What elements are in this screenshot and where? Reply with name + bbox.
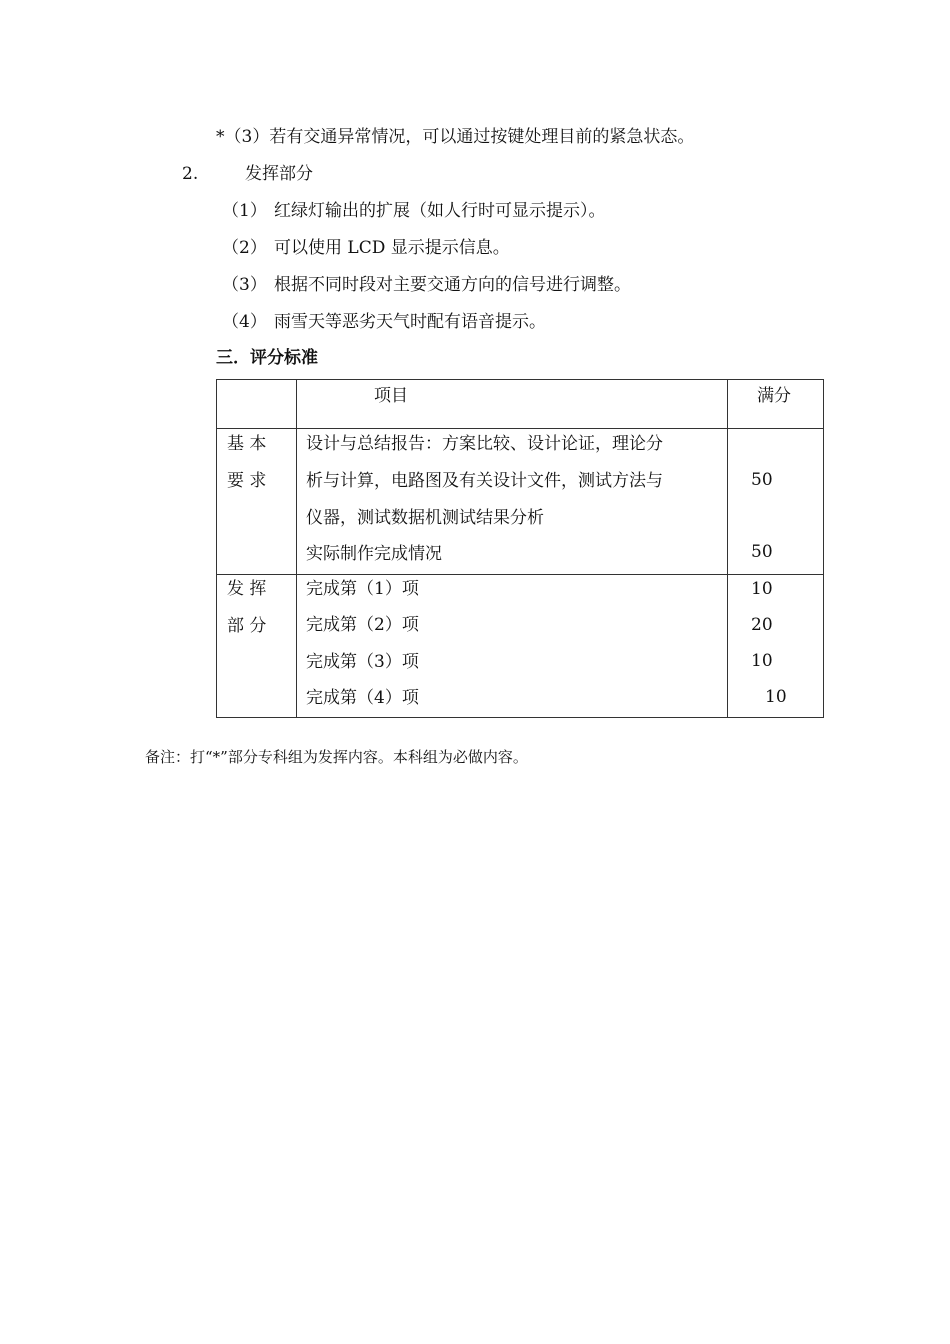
header-item: 项目 [374,386,408,406]
extra-row-2-text: 完成第（2）项 [306,615,419,635]
extra-item-4-number: （4） [222,312,267,332]
extra-row-1-score: 10 [751,579,773,599]
extra-item-1-number: （1） [222,201,267,221]
requirement-line-3-star: *（3）若有交通异常情况，可以通过按键处理目前的紧急状态。 [216,127,695,147]
extra-row-3-text: 完成第（3）项 [306,652,419,672]
extra-item-3-text: 根据不同时段对主要交通方向的信号进行调整。 [274,275,631,295]
section-2-title: 发挥部分 [245,164,313,184]
footnote: 备注：打“*”部分专科组为发挥内容。本科组为必做内容。 [145,748,528,766]
table-row-divider-1 [217,428,823,429]
table-row-divider-2 [217,574,823,575]
report-score: 50 [751,470,773,490]
extra-item-2-text: 可以使用 LCD 显示提示信息。 [274,238,510,258]
extra-category-line-1: 发 挥 [227,579,267,599]
report-text-line-1: 设计与总结报告：方案比较、设计论证，理论分 [306,434,663,454]
section-3-heading: 三．评分标准 [216,348,318,368]
extra-row-2-score: 20 [751,615,773,635]
extra-item-4-text: 雨雪天等恶劣天气时配有语音提示。 [274,312,546,332]
section-2-number: 2. [182,164,199,184]
table-column-divider-1 [296,380,297,717]
extra-category-line-2: 部 分 [227,616,267,636]
extra-item-2-number: （2） [222,238,267,258]
report-text-line-2: 析与计算，电路图及有关设计文件，测试方法与 [306,471,663,491]
scoring-table [216,379,824,718]
header-score: 满分 [757,386,791,406]
basic-category-line-1: 基 本 [227,434,267,454]
table-column-divider-2 [727,380,728,717]
report-text-line-3: 仪器，测试数据机测试结果分析 [306,508,544,528]
extra-row-3-score: 10 [751,651,773,671]
extra-row-1-text: 完成第（1）项 [306,579,419,599]
extra-row-4-score: 10 [765,687,787,707]
make-text: 实际制作完成情况 [306,544,442,564]
extra-item-3-number: （3） [222,275,267,295]
make-score: 50 [751,542,773,562]
basic-category-line-2: 要 求 [227,471,267,491]
extra-item-1-text: 红绿灯输出的扩展（如人行时可显示提示）。 [274,201,606,221]
extra-row-4-text: 完成第（4）项 [306,688,419,708]
